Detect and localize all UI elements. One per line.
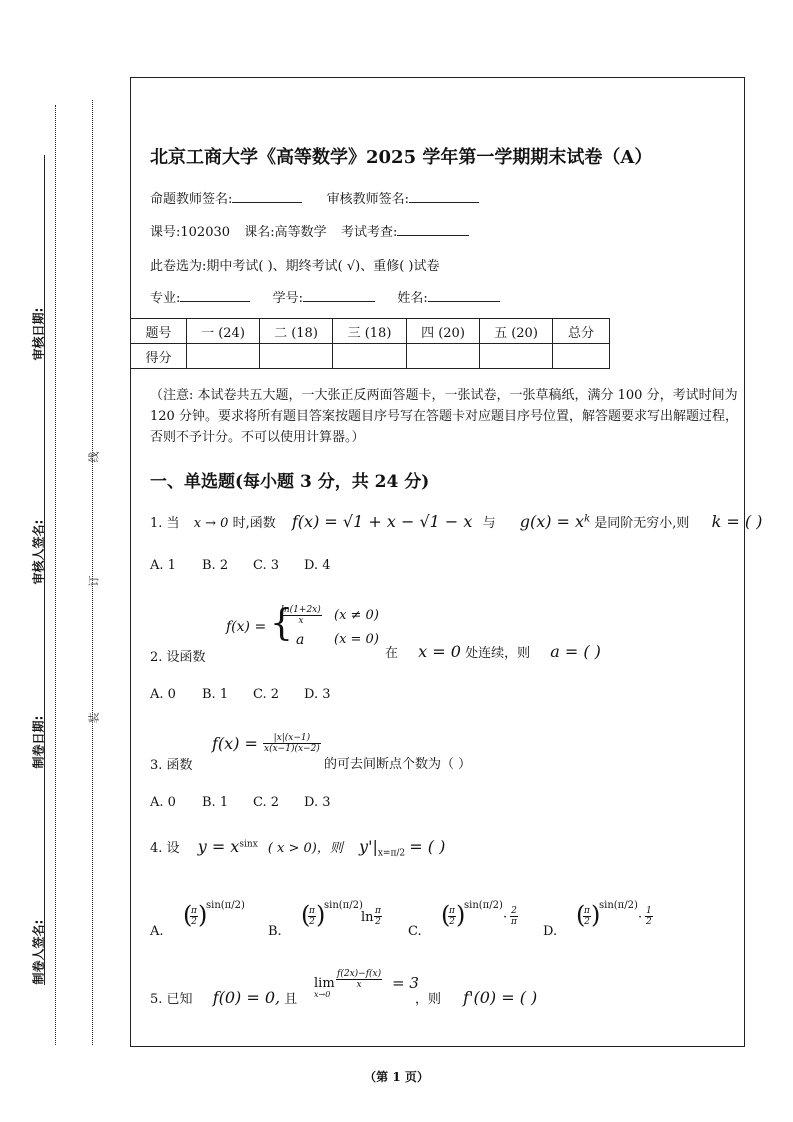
q3-option-c[interactable]: C. 2	[253, 795, 280, 810]
proposer-label: 命题教师签名:	[150, 192, 233, 207]
score-table-score-row	[131, 344, 610, 369]
q5-eq: = 3	[392, 974, 419, 992]
q4-option-b-label: B.	[268, 924, 282, 939]
student-id-blank[interactable]	[303, 289, 375, 302]
q4-d-frac-num: 1	[646, 906, 652, 916]
q4-b-tail: ln	[361, 910, 374, 925]
page-footer: （第 1 页）	[364, 1070, 429, 1084]
q2-ask: a = ( )	[550, 642, 601, 661]
q4-option-c-label: C.	[408, 924, 422, 939]
score-header-cell: 一 (24)	[187, 319, 260, 344]
q1-option-a[interactable]: A. 1	[150, 558, 176, 573]
label-reviewer-sign: 审核人签名:	[31, 519, 46, 585]
label-make-date: 制卷日期:	[31, 715, 46, 769]
q2-option-d[interactable]: D. 3	[304, 687, 331, 702]
q3-option-b[interactable]: B. 1	[202, 795, 229, 810]
q2-option-c[interactable]: C. 2	[253, 687, 280, 702]
q4-c-rparen: )	[456, 901, 466, 929]
q4-c-base	[448, 906, 456, 927]
score-header-cell: 二 (18)	[260, 319, 333, 344]
student-info-line	[150, 287, 500, 306]
q4-b-base-num: π	[309, 906, 315, 916]
exam-type-blank[interactable]	[397, 223, 469, 236]
exam-title: 北京工商大学《高等数学》2025 学年第一学期期末试卷（A）	[150, 147, 653, 168]
course-no: 课号:102030	[150, 225, 231, 240]
q5-frac	[336, 969, 382, 990]
q2-option-a[interactable]: A. 0	[150, 687, 176, 702]
q5-prefix: 5. 已知	[150, 992, 193, 1007]
q4-c-base-den: 2	[449, 917, 455, 927]
q5-den: x	[356, 980, 362, 990]
proposer-blank[interactable]	[232, 190, 302, 203]
major-blank[interactable]	[180, 289, 250, 302]
q4-d-base	[583, 906, 591, 927]
q1-options	[150, 558, 331, 573]
major-label: 专业:	[150, 291, 181, 306]
q1-mid1: 时,函数	[232, 516, 276, 531]
q4-option-c[interactable]	[408, 898, 538, 943]
q5-num: f(2x)−f(x)	[337, 969, 382, 979]
q4-ask-sub: x=π/2	[377, 848, 406, 859]
cut-mark-ding: 订	[87, 575, 101, 587]
reviewer-label: 审核教师签名:	[326, 192, 410, 207]
question-4	[150, 837, 445, 859]
label-maker-sign: 制卷人签名:	[31, 919, 46, 985]
q4-b-frac-num: π	[375, 906, 381, 916]
score-table	[130, 318, 610, 369]
score-header-cell: 四 (20)	[407, 319, 480, 344]
section-1-title: 一、单选题(每小题 3 分，共 24 分)	[150, 472, 430, 492]
q4-cond: ( x > 0)，则	[267, 841, 343, 856]
q1-g-exp: k	[584, 513, 591, 525]
q4-option-a[interactable]	[150, 898, 260, 943]
course-line	[150, 221, 469, 240]
score-row-label: 得分	[131, 344, 187, 369]
q1-ask: k = ( )	[711, 512, 763, 531]
q4-d-exp: sin(π/2)	[599, 900, 638, 911]
q2-option-b[interactable]: B. 1	[202, 687, 229, 702]
score-cell[interactable]	[553, 344, 610, 369]
q5-lim-sub: x→0	[314, 990, 331, 999]
q4-c-frac-num: 2	[511, 906, 517, 916]
student-id-label: 学号:	[272, 291, 304, 306]
score-table-header-row	[131, 319, 610, 344]
q4-a-base	[190, 906, 198, 927]
q4-d-base-num: π	[584, 906, 590, 916]
q4-c-base-num: π	[449, 906, 455, 916]
q3-option-a[interactable]: A. 0	[150, 795, 176, 810]
q2-mid2: 处连续，则	[465, 646, 531, 661]
q2-case2-cond: (x = 0)	[334, 632, 379, 647]
q4-a-base-den: 2	[191, 917, 197, 927]
q1-f: f(x) = √1 + x − √1 − x	[291, 512, 473, 531]
score-header-cell: 题号	[131, 319, 187, 344]
q2-mid: 在	[385, 646, 399, 661]
q4-c-tail: ·	[503, 910, 508, 925]
q3-prefix: 3. 函数	[150, 758, 193, 773]
q4-ask-lhs: y'|	[359, 837, 378, 856]
q4-d-tail: ·	[638, 910, 643, 925]
q4-b-base-den: 2	[309, 917, 315, 927]
q1-g: g(x) = x	[519, 512, 585, 531]
q3-frac	[263, 733, 321, 754]
q3-formula	[212, 733, 321, 754]
q5-ask: f'(0) = ( )	[463, 988, 538, 1007]
q4-d-frac	[645, 906, 653, 927]
score-cell[interactable]	[187, 344, 260, 369]
q1-mid2: 与	[482, 516, 496, 531]
q1-option-d[interactable]: D. 4	[304, 558, 331, 573]
q3-den: x(x−1)(x−2)	[264, 744, 320, 754]
q4-b-frac-den: 2	[375, 917, 381, 927]
exam-note: （注意: 本试卷共五大题，一大张正反两面答题卡，一张试卷，一张草稿纸，满分 100 分，考试时间为 120 分钟。要求将所有题目答案按题目序号写在答题卡对应题目序号位置，解答题要求写出解题过程，否则不予计分。不可以使用计算器。）	[150, 388, 738, 445]
q4-b-lparen: (	[301, 901, 311, 929]
q3-suffix: 的可去间断点个数为（ ）	[324, 757, 472, 772]
cut-mark-zhuang: 装	[87, 712, 101, 724]
q4-a-exp: sin(π/2)	[206, 900, 245, 911]
q2-f-lhs: f(x) =	[226, 619, 267, 635]
q4-option-a-label: A.	[150, 924, 164, 939]
q4-d-lparen: (	[576, 901, 586, 929]
q5-mid: 且	[284, 992, 298, 1007]
question-5-tail	[415, 988, 537, 1007]
q2-case1-den: x	[298, 616, 304, 626]
q4-a-base-num: π	[191, 906, 197, 916]
q4-option-d[interactable]	[543, 898, 673, 943]
score-cell[interactable]	[407, 344, 480, 369]
q3-options	[150, 795, 331, 810]
q3-option-d[interactable]: D. 3	[304, 795, 331, 810]
score-cell[interactable]	[480, 344, 553, 369]
q2-case2: a	[296, 632, 305, 648]
q4-b-base	[308, 906, 316, 927]
q1-mid3: 是同阶无穷小,则	[594, 516, 690, 531]
q4-c-frac-den: π	[511, 917, 517, 927]
label-review-date: 审核日期:	[31, 307, 46, 361]
q2-case1-num: ln(1+2x)	[281, 605, 321, 615]
q1-cond: x → 0	[193, 516, 229, 531]
question-1	[150, 512, 762, 531]
course-name: 课名:高等数学	[244, 225, 327, 240]
q4-d-rparen: )	[591, 901, 601, 929]
q4-a-rparen: )	[198, 901, 208, 929]
q5-limit	[314, 968, 424, 1000]
q2-point: x = 0	[418, 642, 461, 661]
q1-prefix: 1. 当	[150, 516, 180, 531]
question-2-tail	[385, 642, 601, 661]
q4-option-b[interactable]	[268, 898, 398, 943]
q4-y: y = x	[197, 837, 240, 856]
score-header-cell: 五 (20)	[480, 319, 553, 344]
name-label: 姓名:	[397, 291, 428, 306]
cut-line-inner	[92, 100, 93, 1045]
exam-type-label: 考试考查:	[340, 225, 398, 240]
name-blank[interactable]	[428, 289, 500, 302]
q4-c-frac	[510, 906, 518, 927]
q3-num: |x|(x−1)	[263, 733, 321, 744]
q2-prefix: 2. 设函数	[150, 650, 206, 665]
q2-options	[150, 687, 331, 702]
q4-b-exp: sin(π/2)	[324, 900, 363, 911]
q2-case1-cond: (x ≠ 0)	[334, 608, 379, 623]
q2-brace: {	[270, 603, 293, 644]
q2-case1-frac	[280, 605, 322, 626]
score-cell[interactable]	[260, 344, 333, 369]
q3-f-lhs: f(x) =	[212, 734, 258, 753]
signature-line	[150, 188, 479, 207]
q4-b-rparen: )	[316, 901, 326, 929]
score-cell[interactable]	[333, 344, 407, 369]
score-header-cell: 总分	[553, 319, 610, 344]
q4-b-frac	[374, 906, 382, 927]
cut-mark-xian: 线	[87, 451, 101, 463]
q4-y-exp: sinx	[239, 839, 258, 850]
paper-use: 此卷选为:期中考试( )、期终考试( √)、重修( )试卷	[150, 259, 440, 274]
q4-a-lparen: (	[183, 901, 193, 929]
score-header-cell: 三 (18)	[333, 319, 407, 344]
q4-c-lparen: (	[441, 901, 451, 929]
q5-lim: lim	[314, 976, 335, 991]
cut-line-outer	[55, 105, 56, 1045]
q1-option-b[interactable]: B. 2	[202, 558, 229, 573]
q1-option-c[interactable]: C. 3	[253, 558, 280, 573]
q4-option-d-label: D.	[543, 924, 558, 939]
reviewer-blank[interactable]	[409, 190, 479, 203]
q4-d-base-den: 2	[584, 917, 590, 927]
q5-mid2: ，则	[415, 992, 442, 1007]
q5-given: f(0) = 0,	[212, 988, 281, 1007]
q4-c-exp: sin(π/2)	[464, 900, 503, 911]
q4-prefix: 4. 设	[150, 841, 180, 856]
q4-d-frac-den: 2	[646, 917, 652, 927]
q4-ask-rhs: = ( )	[409, 837, 446, 856]
question-5	[150, 988, 297, 1007]
